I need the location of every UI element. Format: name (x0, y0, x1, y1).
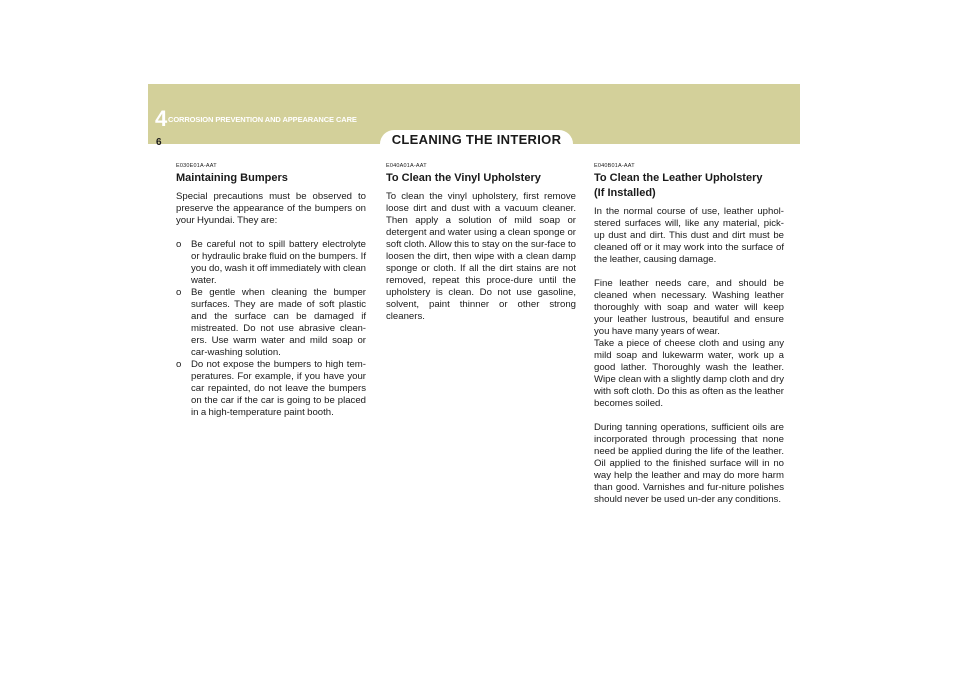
bullet-marker: o (176, 239, 182, 250)
section-title: CLEANING THE INTERIOR (380, 130, 573, 150)
intro-paragraph: Special precautions must be observed to preserve the appearance of the bumpers on your Hyundai. They are: (176, 191, 366, 226)
bullet-list (176, 239, 366, 419)
bullet-marker: o (176, 359, 182, 370)
bullet-text: Be careful not to spill battery electrolyte or hydraulic brake fluid on the bumpers. If you do, wash it off immediately with clean water. (191, 239, 366, 286)
section-heading (594, 171, 784, 201)
bullet-marker: o (176, 287, 182, 298)
section-code: E030E01A-AAT (176, 163, 217, 169)
section-code: E040A01A-AAT (386, 163, 427, 169)
chapter-number: 4 (155, 106, 168, 131)
heading-line: To Clean the Leather Upholstery (594, 172, 763, 184)
bullet-item (176, 239, 366, 287)
body-paragraph: Take a piece of cheese cloth and using any mild soap and lukewarm water, work up a good lather. Thoroughly wash the leather. Wipe clean with a slightly damp cloth and dry with soft cloth. Do this as often as the leather becomes soiled. (594, 338, 784, 409)
body-paragraph: During tanning operations, sufficient oils are incorporated through processing that none need be applied during the life of the leather. Oil applied to the finished surface will in no way help the leather and may do more harm than good. Varnishes and fur-niture polishes should never be used un-der any conditions. (594, 422, 784, 505)
column-maintaining-bumpers (176, 163, 366, 419)
bullet-item (176, 359, 366, 419)
body-paragraph: In the normal course of use, leather uphol-stered surfaces will, like any material, pick-up dust and dirt. This dust and dirt must be cleaned off or it may work into the surface of the leather, causing damage. (594, 206, 784, 265)
body-paragraph: Fine leather needs care, and should be cleaned when necessary. Washing leather thoroughly with soap and water will keep your leather lustrous, beautiful and ensure you have many years of wear. (594, 278, 784, 337)
page-number: 6 (156, 137, 162, 148)
section-heading: To Clean the Vinyl Upholstery (386, 172, 541, 184)
body-paragraph: To clean the vinyl upholstery, first remove loose dirt and dust with a vacuum cleaner. Then apply a solution of mild soap or detergent and water using a clean sponge or soft cloth. Allow this to stay on the sur-face to loosen the dirt, then wipe with a clean damp sponge or cloth. If all the dirt stains are not removed, repeat this proce-dure until the upholstery is clean. Do not use gasoline, solvent, paint thinner or other strong cleaners. (386, 191, 576, 322)
bullet-item (176, 287, 366, 359)
section-heading: Maintaining Bumpers (176, 172, 288, 184)
section-code: E040B01A-AAT (594, 163, 635, 169)
chapter-title: CORROSION PREVENTION AND APPEARANCE CARE (168, 115, 357, 124)
heading-line: (If Installed) (594, 187, 656, 199)
column-leather-upholstery (594, 163, 784, 506)
bullet-text: Be gentle when cleaning the bumper surfaces. They are made of soft plastic and the surface can be damaged if mistreated. Do not use abrasive clean-ers. Use warm water and mild soap or car-washing solution. (191, 287, 366, 358)
column-vinyl-upholstery (386, 163, 576, 323)
bullet-text: Do not expose the bumpers to high tem-peratures. For example, if you have your car repainted, do not leave the bumpers on the car if the car is going to be placed in a high-temperature paint booth. (191, 359, 366, 418)
